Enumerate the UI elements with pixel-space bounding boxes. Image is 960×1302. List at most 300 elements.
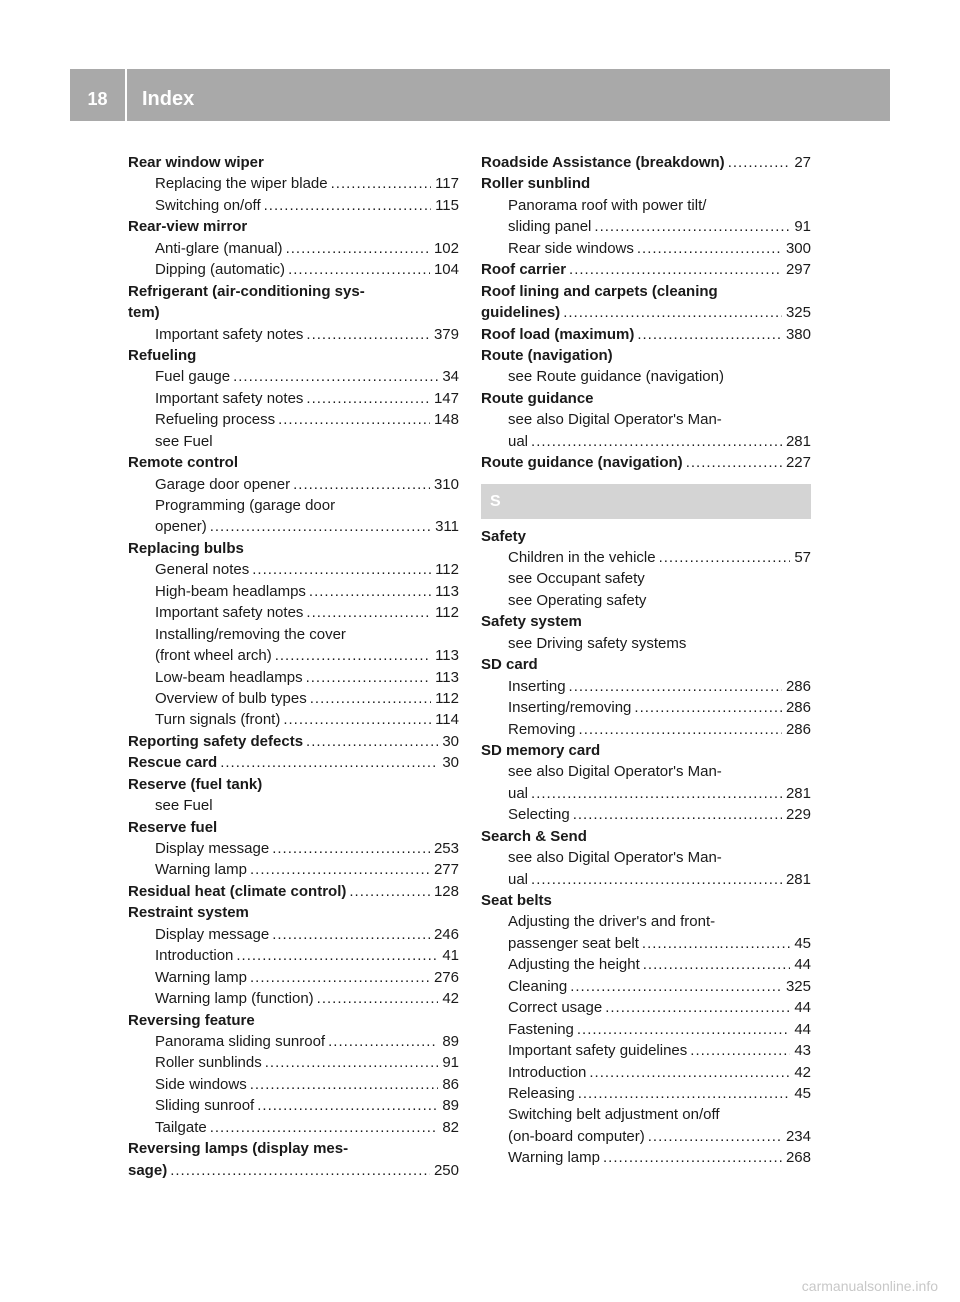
entry-text: Side windows [155, 1075, 247, 1093]
entry-text: Route guidance (navigation) [481, 454, 683, 472]
entry-text: Remote control [128, 454, 239, 472]
index-subentry [128, 431, 459, 452]
dot-leader [643, 954, 791, 975]
entry-text: Programming (garage door [155, 497, 336, 514]
index-subentry [481, 911, 811, 932]
page-ref: 250 [433, 1161, 459, 1179]
entry-text: SD card [481, 656, 538, 674]
entry-text: Overview of bulb types [155, 689, 307, 707]
page-ref: 45 [794, 934, 811, 952]
index-subentry [128, 838, 459, 859]
index-subentry [481, 676, 811, 697]
dot-leader [236, 945, 438, 966]
entry-text: Route guidance [481, 389, 594, 407]
page-ref: 34 [442, 368, 459, 386]
index-entry [128, 731, 459, 752]
dot-leader [589, 1062, 790, 1083]
entry-text: Panorama sliding sunroof [155, 1032, 326, 1050]
page-ref: 281 [785, 870, 811, 888]
page-ref: 147 [433, 389, 459, 407]
dot-leader [648, 1126, 782, 1147]
entry-text: Safety system [481, 613, 582, 631]
entry-text: Refueling process [155, 411, 276, 429]
entry-text: General notes [155, 561, 250, 579]
entry-text: Roof lining and carpets (cleaning [481, 282, 718, 300]
index-subentry [481, 804, 811, 825]
entry-text: Low-beam headlamps [155, 668, 303, 686]
index-column-right [481, 152, 811, 1169]
page-ref: 277 [433, 861, 459, 879]
page-ref: 30 [442, 732, 459, 750]
page-ref: 286 [785, 677, 811, 695]
entry-text: Adjusting the height [508, 956, 640, 974]
entry-text: Refueling [128, 346, 197, 364]
dot-leader [577, 1019, 790, 1040]
dot-leader [634, 697, 782, 718]
page-ref: 44 [794, 956, 811, 974]
index-subentry [128, 259, 459, 280]
page-ref: 114 [435, 711, 459, 729]
index-subentry [481, 1126, 811, 1147]
index-entry [481, 890, 811, 911]
entry-text: Rear side windows [508, 239, 634, 257]
entry-text: see Operating safety [508, 591, 647, 609]
page-ref: 112 [435, 561, 459, 579]
index-subentry [128, 795, 459, 816]
dot-leader [594, 216, 790, 237]
page-ref: 234 [785, 1127, 811, 1145]
dot-leader [690, 1040, 790, 1061]
index-entry [481, 281, 811, 302]
index-entry [128, 302, 459, 323]
index-group-s [481, 526, 811, 1169]
section-letter: S [490, 492, 501, 510]
entry-text: Introduction [155, 947, 234, 965]
index-subentry [481, 869, 811, 890]
dot-leader [275, 645, 431, 666]
page-ref: 310 [433, 475, 459, 493]
index-subentry [128, 624, 459, 645]
index-subentry [481, 1040, 811, 1061]
index-subentry [128, 1117, 459, 1138]
dot-leader [293, 474, 430, 495]
dot-leader [210, 1117, 439, 1138]
entry-text: Display message [155, 925, 270, 943]
page-number: 18 [87, 89, 108, 109]
index-subentry [128, 667, 459, 688]
index-column-left [128, 152, 459, 1181]
dot-leader [310, 688, 431, 709]
index-entry [481, 526, 811, 547]
index-subentry [128, 559, 459, 580]
index-subentry [128, 709, 459, 730]
index-entry [128, 281, 459, 302]
entry-text: guidelines) [481, 304, 561, 322]
entry-text: Sliding sunroof [155, 1097, 255, 1115]
index-subentry [481, 590, 811, 611]
index-subentry [128, 1052, 459, 1073]
dot-leader [579, 719, 782, 740]
dot-leader [306, 731, 438, 752]
dot-leader [569, 259, 782, 280]
page-ref: 281 [785, 432, 811, 450]
dot-leader [264, 195, 431, 216]
dot-leader [569, 676, 782, 697]
index-entry [481, 302, 811, 323]
entry-text: ual [508, 432, 529, 450]
page-ref: 45 [794, 1084, 811, 1102]
page-ref: 91 [794, 218, 811, 236]
entry-text: Cleaning [508, 977, 568, 995]
dot-leader [349, 881, 430, 902]
index-entry [128, 774, 459, 795]
index-subentry [481, 761, 811, 782]
dot-leader [309, 581, 431, 602]
dot-leader [306, 324, 430, 345]
index-subentry [128, 474, 459, 495]
page-ref: 380 [785, 325, 811, 343]
index-subentry [128, 924, 459, 945]
index-subentry [481, 997, 811, 1018]
page-ref: 113 [435, 647, 459, 665]
index-subentry [481, 633, 811, 654]
dot-leader [220, 752, 438, 773]
dot-leader [328, 1031, 438, 1052]
entry-text: Reserve (fuel tank) [128, 775, 263, 793]
entry-text: Inserting/removing [508, 699, 632, 717]
index-entry [481, 152, 811, 173]
entry-text: see Route guidance (navigation) [508, 368, 724, 386]
page-title: Index [142, 88, 195, 110]
page-ref: 276 [433, 968, 459, 986]
entry-text: Children in the vehicle [508, 549, 656, 566]
entry-text: ual [508, 784, 529, 802]
page-ref: 89 [442, 1097, 459, 1115]
page-ref: 253 [433, 840, 459, 857]
dot-leader [642, 933, 790, 954]
index-entry [128, 345, 459, 366]
page-ref: 311 [435, 518, 459, 536]
index-subentry [128, 324, 459, 345]
entry-text: Safety [481, 527, 527, 545]
index-entry [481, 654, 811, 675]
entry-text: Tailgate [155, 1118, 207, 1136]
index-entry [128, 902, 459, 923]
index-entry [128, 1138, 459, 1159]
entry-text: Selecting [508, 806, 570, 824]
entry-text: Refrigerant (air-conditioning sys- [128, 282, 365, 300]
entry-text: Reserve fuel [128, 818, 218, 836]
dot-leader [306, 388, 430, 409]
dot-leader [531, 783, 782, 804]
entry-text: Seat belts [481, 892, 552, 909]
index-entry [481, 611, 811, 632]
index-subentry [128, 581, 459, 602]
page-ref: 115 [435, 196, 459, 214]
entry-text: Roof load (maximum) [481, 325, 635, 343]
dot-leader [570, 976, 782, 997]
dot-leader [250, 967, 430, 988]
index-subentry [481, 783, 811, 804]
index-subentry [481, 933, 811, 954]
entry-text: see Fuel [155, 797, 213, 815]
index-entry [128, 1160, 459, 1181]
entry-text: opener) [155, 518, 207, 536]
entry-text: Roller sunblinds [155, 1054, 262, 1072]
entry-text: Installing/removing the cover [155, 625, 346, 643]
entry-text: see also Digital Operator's Man- [508, 849, 722, 867]
entry-text: Replacing the wiper blade [155, 175, 328, 193]
index-subentry [128, 967, 459, 988]
dot-leader [317, 988, 439, 1009]
index-subentry [128, 238, 459, 259]
entry-text: Residual heat (climate control) [128, 882, 347, 900]
page-ref: 281 [785, 784, 811, 802]
index-entry [481, 740, 811, 761]
entry-text: Adjusting the driver's and front- [508, 913, 716, 931]
page-ref: 286 [785, 699, 811, 717]
entry-text: Roller sunblind [481, 175, 591, 193]
index-subentry [481, 431, 811, 452]
entry-text: Search & Send [481, 827, 587, 845]
page-ref: 102 [433, 239, 459, 257]
index-subentry [481, 976, 811, 997]
index-entry [128, 817, 459, 838]
dot-leader [233, 366, 438, 387]
index-subentry [481, 547, 811, 568]
page-ref: 286 [785, 720, 811, 738]
dot-leader [210, 516, 431, 537]
dot-leader [257, 1095, 438, 1116]
entry-text: sliding panel [508, 218, 592, 236]
page-ref: 113 [435, 668, 459, 686]
index-subentry [128, 945, 459, 966]
entry-text: Anti-glare (manual) [155, 239, 283, 257]
entry-text: Panorama roof with power tilt/ [508, 196, 707, 214]
dot-leader [728, 152, 791, 173]
dot-leader [659, 547, 791, 568]
page-ref: 86 [442, 1075, 459, 1093]
dot-leader [272, 924, 430, 945]
index-entry [481, 324, 811, 345]
entry-text: see Driving safety systems [508, 634, 687, 652]
entry-text: Rear-view mirror [128, 218, 248, 236]
index-subentry [481, 954, 811, 975]
index-subentry [481, 719, 811, 740]
entry-text: see Occupant safety [508, 570, 645, 588]
entry-text: passenger seat belt [508, 934, 639, 952]
dot-leader [250, 859, 430, 880]
entry-text: see also Digital Operator's Man- [508, 763, 722, 781]
entry-text: see Fuel [155, 432, 213, 450]
dot-leader [278, 409, 430, 430]
index-subentry [481, 1104, 811, 1125]
entry-text: Introduction [508, 1063, 587, 1081]
entry-text: Warning lamp [155, 968, 247, 986]
dot-leader [286, 238, 430, 259]
index-subentry [481, 195, 811, 216]
page-ref: 82 [442, 1118, 459, 1136]
page-ref: 104 [433, 261, 459, 279]
page-header [70, 69, 890, 121]
entry-text: Important safety notes [155, 325, 304, 343]
index-subentry [128, 516, 459, 537]
index-subentry [128, 1031, 459, 1052]
page-ref: 30 [442, 754, 459, 772]
entry-text: Reversing feature [128, 1011, 255, 1029]
index-subentry [481, 1083, 811, 1104]
index-entry [128, 1010, 459, 1031]
entry-text: High-beam headlamps [155, 582, 306, 600]
dot-leader [573, 804, 782, 825]
dot-leader [272, 838, 430, 859]
header-divider [125, 69, 127, 121]
entry-text: (on-board computer) [508, 1127, 645, 1145]
index-entry [128, 881, 459, 902]
page-ref: 246 [433, 925, 459, 943]
index-group-r [481, 152, 811, 474]
entry-text: Switching on/off [155, 196, 261, 214]
page-ref: 112 [435, 604, 459, 622]
entry-text: tem) [128, 304, 160, 322]
entry-text: Warning lamp [508, 1149, 600, 1167]
page-ref: 57 [794, 549, 811, 566]
index-entry [128, 216, 459, 237]
page-ref: 112 [435, 689, 459, 707]
index-entry [128, 452, 459, 473]
page-ref: 113 [435, 582, 459, 600]
dot-leader [637, 238, 782, 259]
entry-text: (front wheel arch) [155, 647, 272, 665]
dot-leader [306, 667, 431, 688]
dot-leader [250, 1074, 439, 1095]
entry-text: Roadside Assistance (breakdown) [481, 154, 725, 171]
entry-text: Removing [508, 720, 576, 738]
index-subentry [481, 697, 811, 718]
dot-leader [531, 431, 782, 452]
entry-text: Reporting safety defects [128, 732, 304, 750]
dot-leader [531, 869, 782, 890]
page-ref: 44 [794, 999, 811, 1017]
dot-leader [283, 709, 431, 730]
page-ref: 89 [442, 1032, 459, 1050]
section-header-s [481, 484, 811, 519]
entry-text: Fuel gauge [155, 368, 231, 386]
dot-leader [603, 1147, 782, 1168]
entry-text: sage) [128, 1161, 168, 1179]
index-subentry [481, 568, 811, 589]
page-ref: 229 [785, 806, 811, 824]
page-ref: 41 [442, 947, 459, 965]
page-ref: 117 [435, 175, 459, 193]
dot-leader [306, 602, 431, 623]
footer-watermark: carmanualsonline.info [801, 1278, 938, 1294]
index-entry [481, 826, 811, 847]
page-ref: 325 [785, 304, 811, 322]
page-ref: 227 [785, 454, 811, 472]
page-ref: 91 [442, 1054, 459, 1072]
index-subentry [128, 1074, 459, 1095]
index-entry [128, 538, 459, 559]
index-subentry [481, 238, 811, 259]
entry-text: Switching belt adjustment on/off [508, 1106, 720, 1124]
page-ref: 268 [785, 1149, 811, 1167]
entry-text: SD memory card [481, 741, 601, 759]
index-subentry [481, 847, 811, 868]
entry-text: Rescue card [128, 754, 218, 772]
index-subentry [481, 1019, 811, 1040]
index-entry [128, 152, 459, 173]
entry-text: Dipping (automatic) [155, 261, 286, 279]
dot-leader [578, 1083, 791, 1104]
index-subentry [128, 195, 459, 216]
page-ref: 42 [442, 990, 459, 1008]
index-subentry [481, 1147, 811, 1168]
index-subentry [128, 173, 459, 194]
index-subentry [128, 645, 459, 666]
page-ref: 27 [794, 154, 811, 171]
index-subentry [128, 1095, 459, 1116]
entry-text: Important safety notes [155, 604, 304, 622]
dot-leader [605, 997, 790, 1018]
index-subentry [128, 602, 459, 623]
entry-text: Route (navigation) [481, 346, 613, 364]
index-entry [128, 752, 459, 773]
index-subentry [481, 216, 811, 237]
page-ref: 42 [794, 1063, 811, 1081]
index-subentry [481, 1062, 811, 1083]
page-ref: 379 [433, 325, 459, 343]
dot-leader [170, 1160, 430, 1181]
page-ref: 44 [794, 1020, 811, 1038]
page-ref: 297 [785, 261, 811, 279]
dot-leader [686, 452, 782, 473]
entry-text: Releasing [508, 1084, 575, 1102]
index-subentry [128, 859, 459, 880]
index-entry [481, 345, 811, 366]
entry-text: Restraint system [128, 904, 249, 922]
index-subentry [128, 366, 459, 387]
entry-text: Fastening [508, 1020, 574, 1038]
page-ref: 148 [433, 411, 459, 429]
entry-text: Important safety guidelines [508, 1042, 688, 1060]
index-entry [481, 173, 811, 194]
index-subentry [128, 688, 459, 709]
index-subentry [128, 495, 459, 516]
index-entry [481, 452, 811, 473]
index-subentry [128, 409, 459, 430]
page-ref: 128 [433, 882, 459, 900]
entry-text: Rear window wiper [128, 154, 264, 171]
index-subentry [128, 388, 459, 409]
entry-text: Warning lamp (function) [155, 990, 314, 1008]
index-entry [481, 388, 811, 409]
entry-text: Display message [155, 840, 270, 857]
entry-text: Reversing lamps (display mes- [128, 1140, 349, 1158]
dot-leader [252, 559, 431, 580]
dot-leader [288, 259, 430, 280]
index-subentry [128, 988, 459, 1009]
entry-text: see also Digital Operator's Man- [508, 411, 722, 429]
entry-text: Turn signals (front) [155, 711, 281, 729]
page-ref: 300 [785, 239, 811, 257]
dot-leader [637, 324, 782, 345]
page-ref: 43 [794, 1042, 811, 1060]
entry-text: ual [508, 870, 529, 888]
index-entry [481, 259, 811, 280]
entry-text: Replacing bulbs [128, 539, 244, 557]
entry-text: Important safety notes [155, 389, 304, 407]
